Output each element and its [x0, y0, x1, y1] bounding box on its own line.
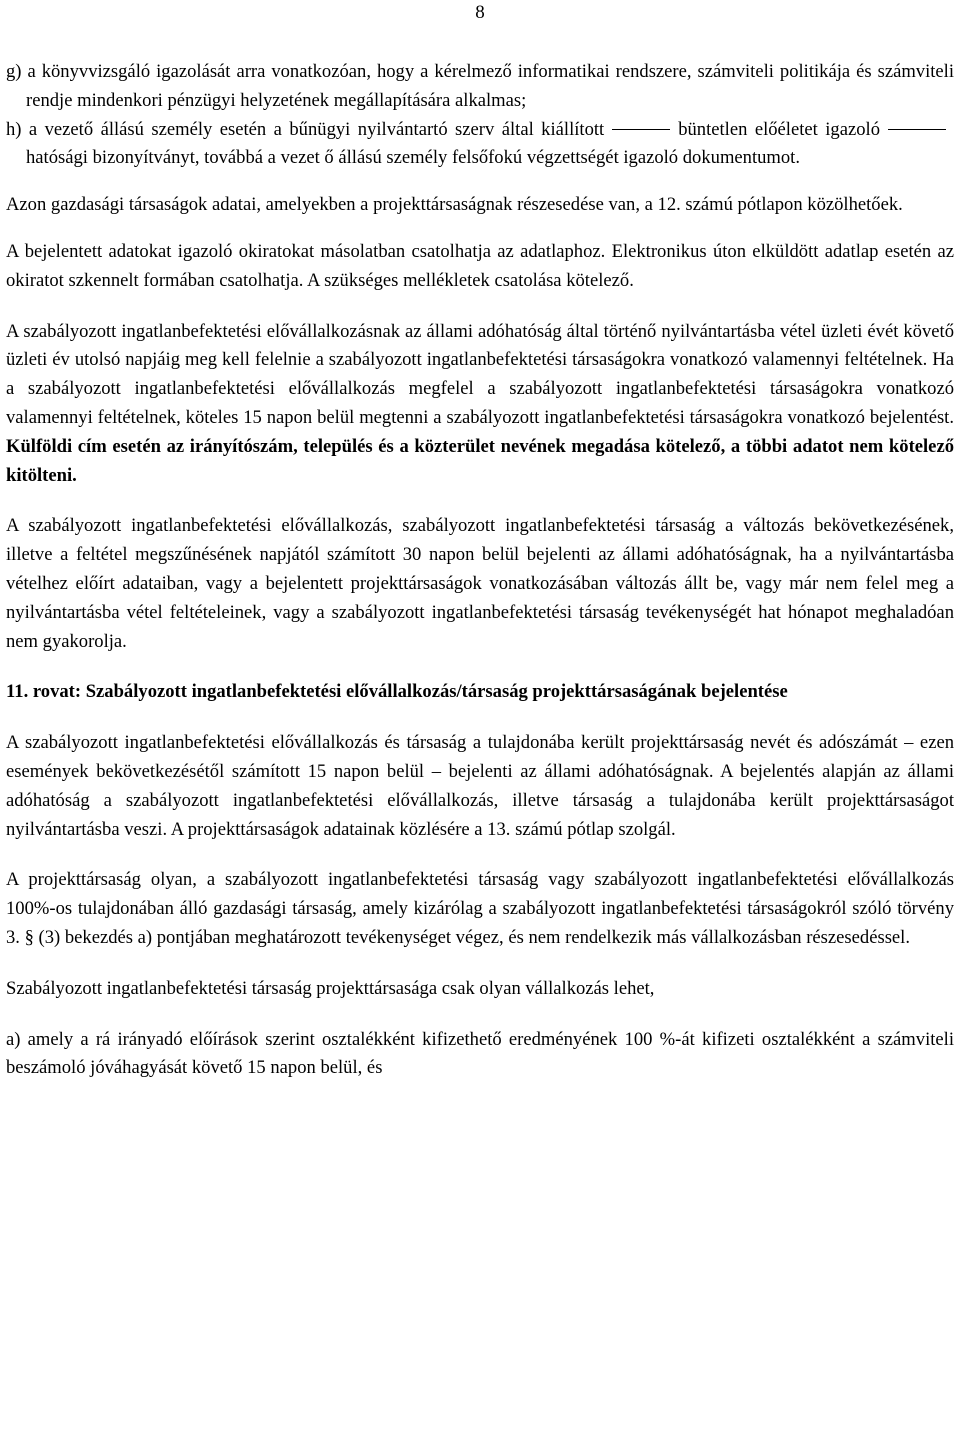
paragraph-text: A szabályozott ingatlanbefektetési elővállalkozásnak az állami adóhatóság által történő nyilvántartásba vétel üzleti évét követő üzleti év utolsó napjáig meg kell felelnie a szabályozott ingatlanbefektetési társaságokra vonatkozó valamennyi feltételnek. Ha a szabályozott ingatlanbefektetési elővállalkozás megfelel a szabályozott ingatlanbefektetési társaságokra vonatkozó valamennyi feltételnek, köteles 15 napon belül megtenni a szabályozott ingatlanbefektetési társaságokra vonatkozó bejelentést.: [6, 320, 954, 428]
list-item-h: [6, 116, 954, 174]
em-dash-rule: [888, 129, 946, 130]
list-item-h-text-1: h) a vezető állású személy esetén a bűnügyi nyilvántartó szerv által kiállított: [6, 118, 605, 140]
paragraph-project-company-definition: A projekttársaság olyan, a szabályozott ingatlanbefektetési társaság vagy szabályozott ingatlanbefektetési elővállalkozás 100%-os tulajdonában álló gazdasági társaság, amely kizárólag a szabályozott ingatlanbefektetési társaságokról szóló törvény 3. § (3) bekezdés a) pontjában meghatározott tevékenységet végez, és nem rendelkezik más vállalkozásban részesedéssel.: [6, 869, 954, 948]
paragraph-subsidiary-data: Azon gazdasági társaságok adatai, amelyekben a projekttársaságnak részesedése van, a 12. számú pótlapon közölhetőek.: [6, 194, 903, 216]
page-number: 8: [475, 2, 485, 23]
document-body: [6, 58, 954, 1083]
em-dash-rule: [612, 129, 670, 130]
list-item-h-text-3: hatósági bizonyítványt, továbbá a vezet ő állású személy felsőfokú végzettségét igazoló dokumentumot.: [26, 147, 800, 169]
list-item-h-text-2: büntetlen előéletet igazoló: [678, 118, 880, 140]
paragraph-bold-note: Külföldi cím esetén az irányítószám, település és a közterület nevének megadása kötelező, a többi adatot nem kötelező kitölteni.: [6, 435, 954, 486]
paragraph-project-company-conditions: Szabályozott ingatlanbefektetési társaság projekttársasága csak olyan vállalkozás lehet,: [6, 977, 655, 999]
list-item-a: a) amely a rá irányadó előírások szerint osztalékként kifizethető eredményének 100 %-át kifizeti osztalékként a számviteli beszámoló jóváhagyását követő 15 napon belül, és: [6, 1028, 954, 1079]
paragraph-pre-enterprise-conditions: [6, 318, 954, 491]
paragraph-project-company-registration: A szabályozott ingatlanbefektetési elővállalkozás és társaság a tulajdonába került projekttársaság nevét és adószámát – ezen események bekövetkezésétől számított 15 napon belül – bejelenti az állami adóhatóságnak. A bejelentés alapján az állami adóhatóság a szabályozott ingatlanbefektetési elővállalkozás, illetve társaság a tulajdonába került projekttársaságot nyilvántartásba veszi. A projekttársaságok adatainak közlésére a 13. számú pótlap szolgál.: [6, 732, 954, 840]
list-item-g: g) a könyvvizsgáló igazolását arra vonatkozóan, hogy a kérelmező informatikai rendszere, számviteli politikája és számviteli rendje mindenkori pénzügyi helyzetének megállapítására alkalmas;: [6, 61, 954, 111]
section-heading: 11. rovat: Szabályozott ingatlanbefektetési elővállalkozás/társaság projekttársaságának bejelentése: [6, 681, 788, 703]
paragraph-attachments: A bejelentett adatokat igazoló okiratokat másolatban csatolhatja az adatlaphoz. Elektronikus úton elküldött adatlap esetén az okiratot szkennelt formában csatolhatja. A szükséges mellékletek csatolása kötelező.: [6, 240, 954, 291]
paragraph-change-notification: A szabályozott ingatlanbefektetési elővállalkozás, szabályozott ingatlanbefektetési társaság a változás bekövetkezésének, illetve a feltétel megszűnésének napjától számított 30 napon belül bejelenti az állami adóhatóságnak, ha a nyilvántartásba vételhez előírt adataiban, vagy a bejelentett projekttársaságok vonatkozásában változás állt be, vagy már nem felel meg a nyilvántartásba vétel feltételeinek, vagy a szabályozott ingatlanbefektetési társaság tevékenységét hat hónapot meghaladóan nem gyakorolja.: [6, 515, 954, 652]
